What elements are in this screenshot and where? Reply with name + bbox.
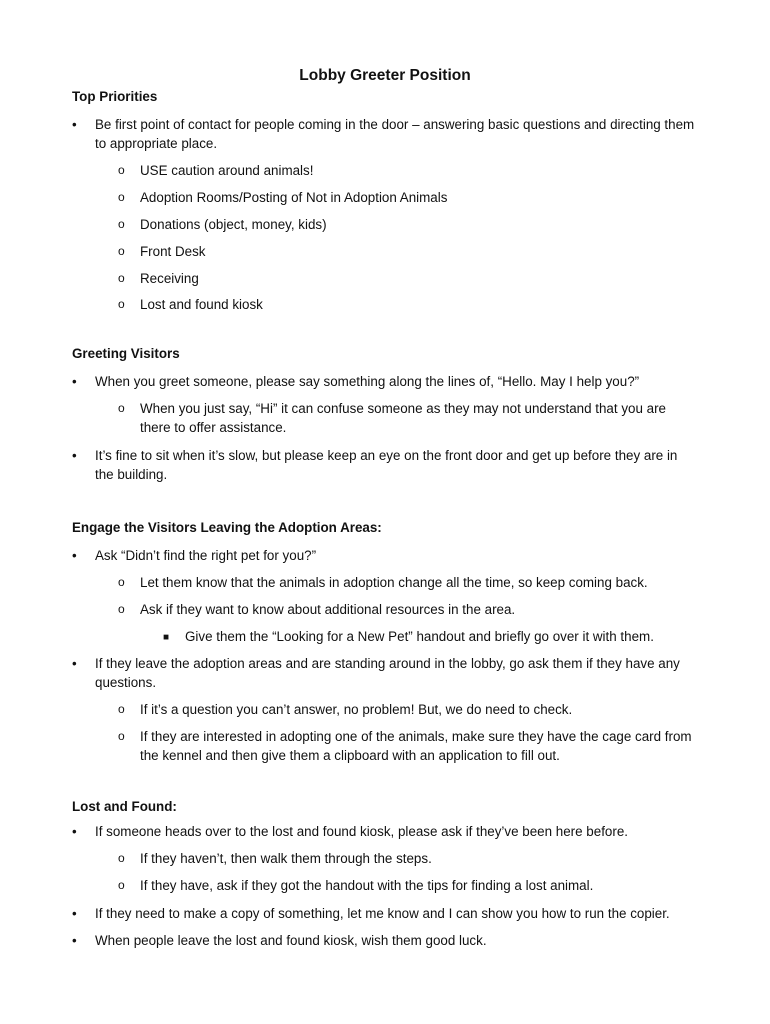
sub-bullet-text: If they are interested in adopting one of the animals, make sure they have the cage card from the kennel and then give them a clipboard with an application to fill out. xyxy=(140,729,692,763)
section-heading-greeting-visitors: Greeting Visitors xyxy=(72,346,180,361)
bullet-icon: • xyxy=(72,656,77,671)
sub-bullet-text: Let them know that the animals in adoption change all the time, so keep coming back. xyxy=(140,575,648,590)
sub-bullet-text: USE caution around animals! xyxy=(140,163,314,178)
sub-bullet-text: Front Desk xyxy=(140,244,206,259)
document-title: Lobby Greeter Position xyxy=(299,67,471,84)
sub-bullet-text: Receiving xyxy=(140,271,199,286)
circle-bullet-icon: o xyxy=(118,163,125,177)
bullet-text: If someone heads over to the lost and found kiosk, please ask if they’ve been here before. xyxy=(95,824,628,839)
bullet-text: If they need to make a copy of something, let me know and I can show you how to run the copier. xyxy=(95,906,670,921)
bullet-text: When you greet someone, please say something along the lines of, “Hello. May I help you?” xyxy=(95,374,640,389)
circle-bullet-icon: o xyxy=(118,244,125,258)
bullet-icon: • xyxy=(72,374,77,389)
circle-bullet-icon: o xyxy=(118,401,125,415)
circle-bullet-icon: o xyxy=(118,851,125,865)
bullet-text: Be first point of contact for people coming in the door – answering basic questions and directing them to appropriate place. xyxy=(95,117,695,151)
section-heading-top-priorities: Top Priorities xyxy=(72,89,158,104)
circle-bullet-icon: o xyxy=(118,217,125,231)
square-bullet-icon: ■ xyxy=(163,632,170,643)
bullet-icon: • xyxy=(72,933,77,948)
bullet-text: When people leave the lost and found kiosk, wish them good luck. xyxy=(95,933,487,948)
sub-bullet-text: If they have, ask if they got the handout with the tips for finding a lost animal. xyxy=(140,878,594,893)
circle-bullet-icon: o xyxy=(118,190,125,204)
circle-bullet-icon: o xyxy=(118,297,125,311)
bullet-icon: • xyxy=(72,906,77,921)
sub-bullet-text: If it’s a question you can’t answer, no problem! But, we do need to check. xyxy=(140,702,573,717)
circle-bullet-icon: o xyxy=(118,271,125,285)
bullet-text: Ask “Didn’t find the right pet for you?” xyxy=(95,548,317,563)
bullet-text: It’s fine to sit when it’s slow, but please keep an eye on the front door and get up before they are in the building. xyxy=(95,448,678,482)
sub-bullet-text: Ask if they want to know about additional resources in the area. xyxy=(140,602,516,617)
circle-bullet-icon: o xyxy=(118,729,125,743)
bullet-icon: • xyxy=(72,548,77,563)
sub-bullet-text: If they haven’t, then walk them through the steps. xyxy=(140,851,432,866)
section-heading-lost-and-found: Lost and Found: xyxy=(72,799,177,814)
bullet-icon: • xyxy=(72,448,77,463)
sub-sub-bullet-text: Give them the “Looking for a New Pet” handout and briefly go over it with them. xyxy=(185,629,654,644)
section-heading-engage-visitors: Engage the Visitors Leaving the Adoption Areas: xyxy=(72,520,382,535)
sub-bullet-text: Donations (object, money, kids) xyxy=(140,217,327,232)
circle-bullet-icon: o xyxy=(118,575,125,589)
circle-bullet-icon: o xyxy=(118,702,125,716)
bullet-icon: • xyxy=(72,824,77,839)
bullet-text: If they leave the adoption areas and are standing around in the lobby, go ask them if they have any questions. xyxy=(95,656,680,690)
sub-bullet-text: Adoption Rooms/Posting of Not in Adoption Animals xyxy=(140,190,448,205)
circle-bullet-icon: o xyxy=(118,602,125,616)
circle-bullet-icon: o xyxy=(118,878,125,892)
sub-bullet-text: Lost and found kiosk xyxy=(140,297,263,312)
bullet-icon: • xyxy=(72,117,77,132)
sub-bullet-text: When you just say, “Hi” it can confuse someone as they may not understand that you are there to offer assistance. xyxy=(140,401,666,435)
